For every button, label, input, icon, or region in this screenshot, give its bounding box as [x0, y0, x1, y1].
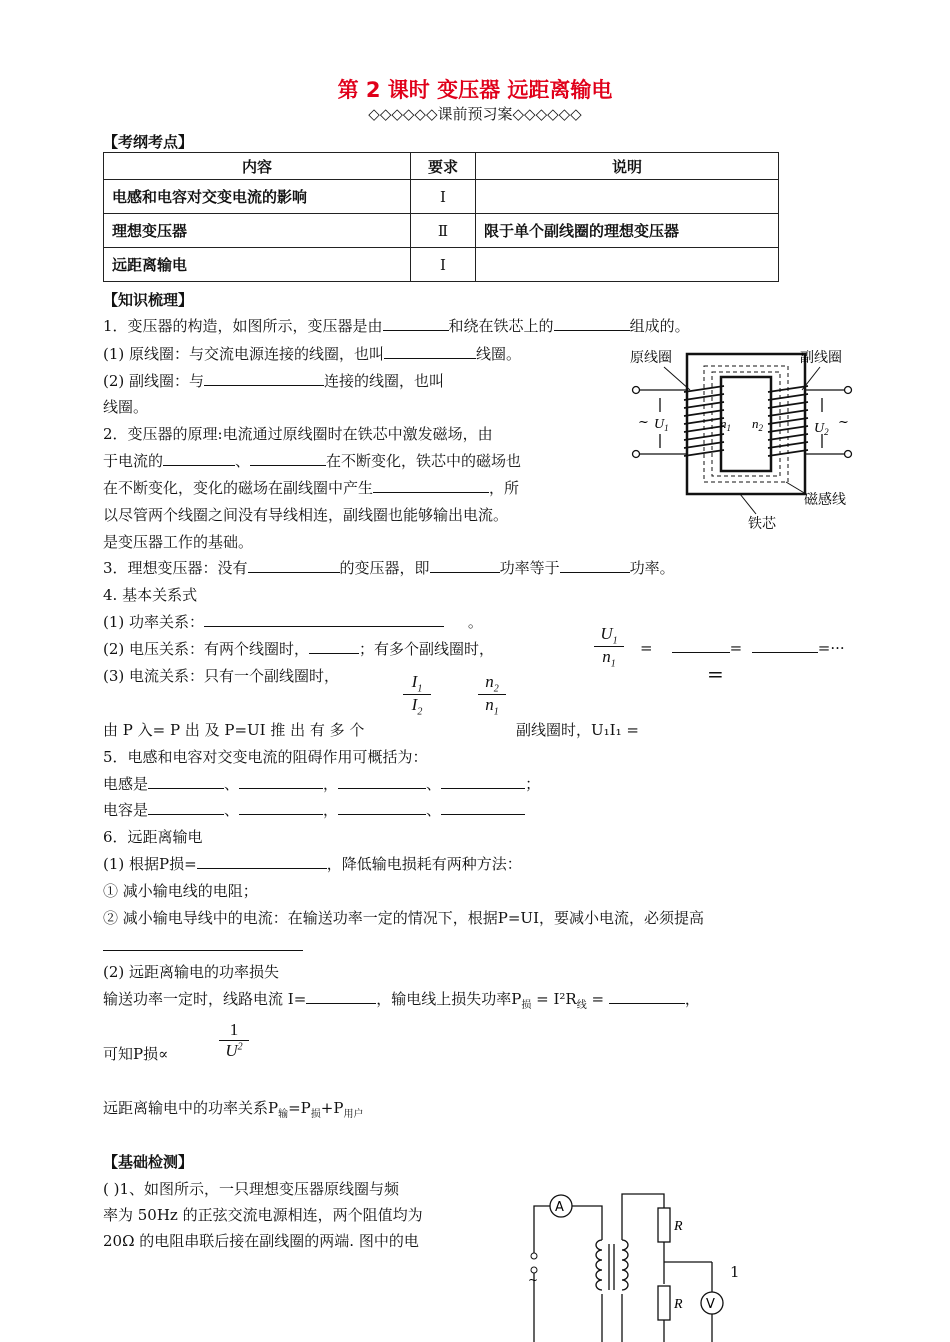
fraction-i1-i2: $\frac{I_1}{I_2}$ [403, 672, 431, 718]
blank [248, 558, 340, 573]
fraction-1-u2: $\frac{1}{U^2}$ [219, 1020, 249, 1061]
resistor-label: R [674, 1297, 683, 1312]
line: ② 减小输电导线中的电流：在输送功率一定的情况下，根据P=UI，要减小电流，必须提高 [103, 909, 705, 927]
column-header: 要求 [411, 153, 476, 180]
transformer-figure [624, 342, 864, 534]
table-cell: 限于单个副线圈的理想变压器 [476, 214, 779, 248]
blank [103, 934, 303, 951]
flux-line [704, 366, 788, 482]
resistor-2 [658, 1286, 670, 1320]
table-cell [476, 248, 779, 282]
label-u2: $U_2$ [814, 421, 829, 437]
line: 2．变压器的原理:电流通过原线圈时在铁芯中激发磁场，由 [103, 425, 493, 443]
label-n2: $n_2$ [752, 416, 763, 433]
line: 副线圈时，U₁I₁ = [516, 721, 639, 739]
table-header-row [104, 153, 779, 180]
blank [204, 371, 324, 386]
table-cell: Ⅰ [411, 248, 476, 282]
blank [239, 800, 323, 815]
label-u1: $U_1$ [654, 417, 669, 433]
fraction-u1-n1: $\frac{U_1}{n_1}$ [594, 624, 624, 670]
blank [338, 800, 426, 815]
line: 5．电感和电容对交变电流的阻碍作用可概括为： [103, 748, 428, 766]
line: (2) 副线圈：与 连接的线圈，也叫 [103, 372, 445, 390]
question-line: 20Ω 的电阻串联后接在副线圈的两端. 图中的电 [103, 1232, 419, 1250]
syllabus-table [103, 152, 779, 282]
tilde-symbol: ~ [528, 1273, 539, 1287]
question-line: 率为 50Hz 的正弦交流电源相连，两个阻值均为 [103, 1206, 423, 1224]
label-secondary-coil: 副线圈 [800, 350, 842, 366]
line: 4. 基本关系式 [103, 586, 198, 604]
ammeter-label: A [555, 1200, 564, 1215]
voltmeter-label: V [706, 1297, 715, 1312]
line: (2) 电压关系：有两个线圈时， ；有多个副线圈时， [103, 640, 495, 658]
table-row [104, 214, 779, 248]
label-primary-coil: 原线圈 [630, 350, 672, 366]
line: = = =··· [640, 639, 845, 657]
fraction-n2-n1: $\frac{n_2}{n_1}$ [478, 672, 506, 718]
page-title: 第 2 课时 变压器 远距离输电 [337, 78, 613, 102]
line: 可知P损∝ [103, 1045, 169, 1063]
column-header: 说明 [476, 153, 779, 180]
line: 3．理想变压器：没有 的变压器，即 功率等于 功率。 [103, 559, 675, 577]
column-header: 内容 [104, 153, 411, 180]
tilde-symbol: ~ [638, 415, 649, 430]
blank [163, 451, 235, 466]
line: 以尽管两个线圈之间没有导线相连，副线圈也能够输出电流。 [103, 506, 509, 524]
blank [430, 558, 500, 573]
label-n1: $n_1$ [720, 416, 731, 433]
blank [148, 774, 224, 789]
blank [383, 316, 449, 331]
table-cell: Ⅰ [411, 180, 476, 214]
knowledge-heading: 【知识梳理】 [103, 291, 194, 309]
terminal [531, 1253, 537, 1259]
line: 电感是 、 ， 、 ； [103, 775, 541, 793]
page-number: 1 [730, 1263, 740, 1281]
blank [609, 989, 685, 1004]
blank [560, 558, 630, 573]
table-cell [476, 180, 779, 214]
blank [204, 612, 444, 627]
line: 远距离输电中的功率关系$P_输=P_损+P_{用户}$ [103, 1099, 364, 1120]
line: 是变压器工作的基础。 [103, 533, 254, 551]
resistor-label: R [674, 1219, 683, 1234]
label-flux-lines: 磁感线 [804, 492, 846, 508]
line: (3) 电流关系：只有一个副线圈时， [103, 667, 340, 685]
table-row [104, 180, 779, 214]
table-cell: Ⅱ [411, 214, 476, 248]
secondary-coil [768, 386, 808, 456]
core-outer [687, 354, 805, 494]
table-cell: 电感和电容对交变电流的影响 [104, 180, 411, 214]
table-cell: 远距离输电 [104, 248, 411, 282]
blank [752, 638, 818, 653]
label-core: 铁芯 [748, 516, 776, 532]
blank [309, 639, 359, 654]
page-subtitle: ◇◇◇◇◇◇课前预习案◇◇◇◇◇◇ [368, 105, 582, 123]
line: (1) 功率关系： 。 [103, 613, 483, 631]
equals-sign: = [707, 662, 724, 686]
table-row [104, 248, 779, 282]
primary-coil [684, 386, 724, 456]
line: 由 P 入= P 出 及 P=UI 推 出 有 多 个 [103, 721, 365, 739]
question-line: ( )1、如图所示，一只理想变压器原线圈与频 [103, 1180, 400, 1198]
blank [250, 451, 326, 466]
blank [239, 774, 323, 789]
line: 6．远距离输电 [103, 828, 203, 846]
line: 于电流的 、 在不断变化，铁芯中的磁场也 [103, 452, 522, 470]
blank [441, 774, 525, 789]
tilde-symbol: ~ [838, 415, 849, 430]
blank [148, 800, 224, 815]
line: 1．变压器的构造，如图所示，变压器是由 和绕在铁芯上的 组成的。 [103, 317, 690, 335]
line: 在不断变化，变化的磁场在副线圈中产生 ，所 [103, 479, 520, 497]
syllabus-heading: 【考纲考点】 [103, 133, 194, 151]
blank [554, 316, 630, 331]
blank [441, 800, 525, 815]
blank [672, 638, 730, 653]
line: ① 减小输电线的电阻； [103, 882, 258, 900]
line: 电容是 、 ， 、 [103, 799, 525, 820]
blank [384, 344, 476, 359]
resistor-1 [658, 1208, 670, 1242]
blank [373, 478, 489, 493]
line: 输送功率一定时，线路电流 I= ，输电线上损失功率$P_损 = I^2R_线$ = ， [103, 990, 700, 1011]
line: (1) 根据P损= ，降低输电损耗有两种方法： [103, 855, 522, 873]
blank [197, 854, 327, 869]
line: 线圈。 [103, 398, 149, 416]
blank [338, 774, 426, 789]
blank [306, 989, 376, 1004]
table-cell: 理想变压器 [104, 214, 411, 248]
line: (2) 远距离输电的功率损失 [103, 963, 280, 981]
check-heading: 【基础检测】 [103, 1153, 194, 1171]
line: (1) 原线圈：与交流电源连接的线圈，也叫 线圈。 [103, 345, 522, 363]
circuit-figure [522, 1186, 736, 1342]
